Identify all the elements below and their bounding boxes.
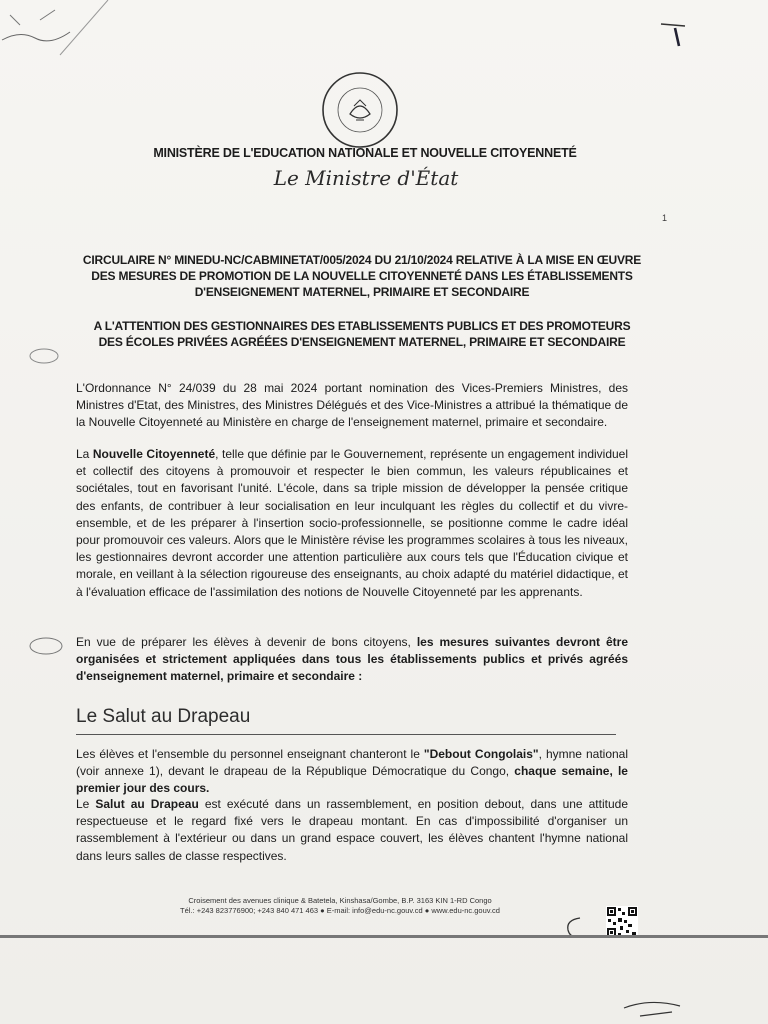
section-heading-salut-drapeau: Le Salut au Drapeau [76, 706, 251, 727]
punch-hole-mark [26, 632, 70, 660]
page-number [662, 213, 667, 223]
page-bottom-edge [0, 935, 768, 938]
footer-phone-email: Tél.: +243 823776900; +243 840 471 463 ● E-mail: info@edu-nc.gouv.cd ● www.edu-nc.gouv.cd [180, 906, 500, 915]
scan-scribble-top-left [0, 0, 110, 60]
section-divider [76, 734, 616, 735]
qr-code-icon [606, 906, 638, 938]
circular-title: CIRCULAIRE N° MINEDU-NC/CABMINETAT/005/2024 DU 21/10/2024 RELATIVE À LA MISE EN ŒUVRE DES MESURES DE PROMOTION DE LA NOUVELLE CITOYENNETÉ DANS LES ÉTABLISSEMENTS D'ENSEIGNEMENT MATERNEL, PRIMAIRE ET SECONDAIRE [82, 253, 642, 299]
circular-recipients: A L'ATTENTION DES GESTIONNAIRES DES ETABLISSEMENTS PUBLICS ET DES PROMOTEURS DES ÉCOLES PRIVÉES AGRÉÉES D'ENSEIGNEMENT MATERNEL, PRIMAIRE ET SECONDAIRE [93, 319, 631, 349]
handwritten-page-mark [655, 18, 705, 48]
footer-address: Croisement des avenues clinique & Batetela, Kinshasa/Gombe, B.P. 3163 KIN 1-RD Congo [188, 896, 492, 905]
p3-text: En vue de préparer les élèves à devenir de bons citoyens, [76, 635, 417, 649]
p2-text: , telle que définie par le Gouvernement, représente un engagement individuel et collectif des citoyens à promouvoir et respecter le bien commun, les valeurs républicaines et sociétales, tout en favorisant l'unité. L'école, dans sa triple mission de développer la pensée critique des enfants, de contribuer à leur socialisation en leur inculquant les règles du collectif et du vivre-ensemble, et de les préparer à l'insertion socio-professionnelle, se positionne comme le cadre idéal pour promouvoir ces valeurs. Alors que le Ministère révise les programmes scolaires à tous les niveaux, les gestionnaires devront accorder une attention particulière aux cours tels que l'Éducation civique et morale, en veillant à la sélection rigoureuse des enseignants, au choix adapté du matériel didactique, et à l'évaluation efficace de l'assimilation des notions de Nouvelle Citoyenneté par les apprenants. [76, 447, 629, 599]
p3-bold-text: les mesures suivantes devront être organisées et strictement appliquées dans tous les établissements publics et privés agréés d'enseignement maternel, primaire et secondaire : [76, 635, 629, 684]
p2-lead: La [76, 447, 93, 461]
p4-bold-frequency: chaque semaine, le premier jour des cours. [76, 764, 628, 796]
paragraph-ordonnance: L'Ordonnance N° 24/039 du 28 mai 2024 portant nomination des Vices-Premiers Ministres, des Ministres d'Etat, des Ministres, des Ministres Délégués et des Vice-Ministres a attribué la thématique de la Nouvelle Citoyenneté au Ministère en charge de l'enseignement maternel, primaire et secondaire. [76, 381, 628, 430]
p2-bold-term: Nouvelle Citoyenneté [92, 447, 216, 461]
paragraph-salut-execution [76, 796, 628, 865]
paragraph-nouvelle-citoyennete [76, 446, 628, 601]
p4-text-c: , hymne national (voir annexe 1), devant le drapeau de la République Démocratique du Congo, [76, 747, 629, 779]
punch-hole-mark [26, 344, 66, 368]
page-number-text: 1 [662, 213, 668, 223]
footer-contact [170, 896, 510, 916]
paragraph-mesures [76, 634, 628, 686]
handwritten-flourish [620, 994, 700, 1022]
p5-text-c: est exécuté dans un rassemblement, en position debout, dans une attitude respectueuse et le regard fixé vers le drapeau montant. En cas d'impossibilité d'organiser un rassemblement à l'extérieur ou dans un grand espace couvert, les élèves chantent l'hymne national dans leurs salles de classe respectives. [76, 797, 628, 863]
p5-bold-term: Salut au Drapeau [95, 797, 199, 811]
ministry-name: MINISTÈRE DE L'EDUCATION NATIONALE ET NOUVELLE CITOYENNETÉ [153, 146, 577, 160]
p4-bold-anthem: "Debout Congolais" [423, 747, 539, 761]
p5-text-a: Le [76, 797, 96, 811]
government-seal [320, 70, 400, 150]
paragraph-hymne [76, 746, 628, 798]
p4-text-a: Les élèves et l'ensemble du personnel enseignant chanteront le [76, 747, 424, 761]
minister-title: Le Ministre d'État [273, 166, 459, 190]
